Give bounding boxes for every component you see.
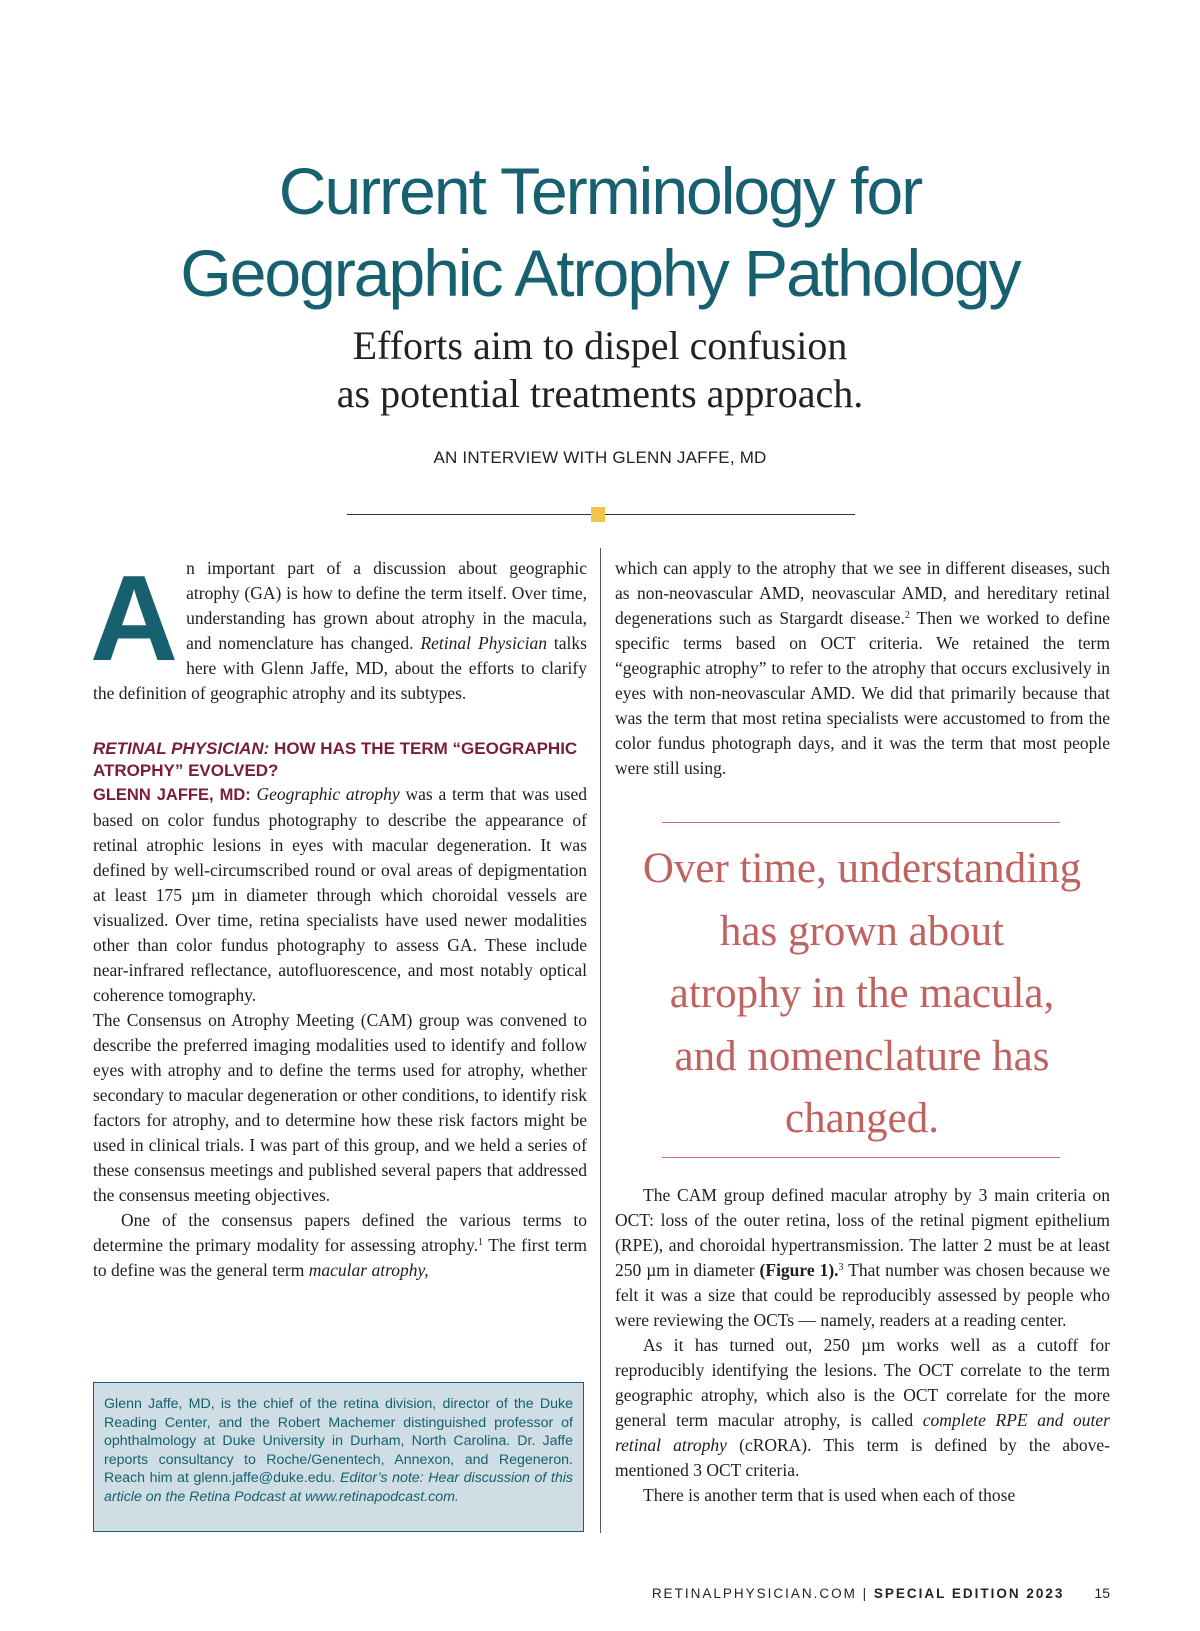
page-footer: RETINALPHYSICIAN.COM | SPECIAL EDITION 2023 15 — [651, 1585, 1110, 1601]
left-column — [90, 550, 587, 1283]
page-number: 15 — [1094, 1585, 1110, 1601]
right-column — [615, 556, 1110, 781]
divider-ornament — [591, 507, 605, 522]
footer-edition: SPECIAL EDITION 2023 — [873, 1586, 1065, 1601]
title-line-2: Geographic Atrophy Pathology — [180, 236, 1020, 310]
subtitle-line-1: Efforts aim to dispel confusion — [352, 323, 848, 368]
publication-name: Retinal Physician — [420, 633, 547, 653]
pullquote-rule-top — [662, 822, 1060, 823]
body-paragraph: which can apply to the atrophy that we see in different diseases, such as non-neovascular AMD, neovascular AMD, and hereditary retinal degenerations such as Stargardt disease.$^2$ Then we worked to define specific terms based on OCT criteria. We retained the term “geographic atrophy” to refer to the atrophy that occurs exclusively in eyes with non-neovascular AMD. We did that primarily because that was the term that most retina specialists were accustomed to from the color fundus photograph days, and it was the term that most people were still using. — [615, 558, 1110, 778]
answer-paragraph: GLENN JAFFE, MD: Geographic atrophy was a term that was used based on color fundus photography to describe the appearance of retinal atrophic lesions in eyes with macular degeneration. It was defined by well-circumscribed round or oval areas of depigmentation at least 175 µm in diameter through which choroidal vessels are visualized. Over time, retina specialists have used newer modalities other than color fundus photography to assess GA. These include near-infrared reflectance, autofluorescence, and most notably optical coherence tomography. — [93, 784, 587, 1005]
pullquote-rule-bottom — [662, 1157, 1060, 1158]
right-column-continued — [615, 1183, 1110, 1508]
article-subtitle — [0, 322, 1200, 418]
speaker-name: GLENN JAFFE, MD: — [93, 786, 251, 804]
body-paragraph: The Consensus on Atrophy Meeting (CAM) group was convened to describe the preferred imaging modalities used to identify and follow eyes with atrophy and to define the terms used for atrophy, whether secondary to macular degeneration or other conditions, to identify risk factors for atrophy, and to determine how these risk factors might be used in clinical trials. I was part of this group, and we held a series of these consensus meetings and published several papers that addressed the consensus meeting objectives. — [93, 1010, 587, 1205]
editor-note: Editor’s note: Hear discussion of this article on the Retina Podcast at www.retinapodcast.com. — [104, 1470, 573, 1505]
title-line-1: Current Terminology for — [278, 154, 922, 228]
author-bio-box — [93, 1382, 584, 1532]
body-paragraph: As it has turned out, 250 µm works well as a cutoff for reproducibly identifying the lesions. The OCT correlate to the term geographic atrophy, which also is the OCT correlate for the more general term macular atrophy, is called complete RPE and outer retinal atrophy (cRORA). This term is defined by the above-mentioned 3 OCT criteria. — [615, 1335, 1110, 1480]
drop-cap: A — [90, 550, 179, 686]
column-rule — [600, 548, 601, 1533]
body-paragraph: One of the consensus papers defined the various terms to determine the primary modality for assessing atrophy.$^1$ The first term to define was the general term macular atrophy, — [93, 1210, 587, 1280]
body-paragraph: There is another term that is used when each of those — [643, 1485, 1016, 1505]
figure-reference: (Figure 1). — [759, 1260, 839, 1280]
article-title — [0, 150, 1200, 314]
body-paragraph: The CAM group defined macular atrophy by 3 main criteria on OCT: loss of the outer retina, loss of the retinal pigment epithelium (RPE), and choroidal hypertransmission. The latter 2 must be at least 250 µm in diameter (Figure 1).$^3$ That number was chosen because we felt it was a size that could be reproducibly assessed by people who were reviewing the OCTs — namely, readers at a reading center. — [615, 1185, 1110, 1330]
byline: AN INTERVIEW WITH GLENN JAFFE, MD — [433, 448, 767, 467]
pull-quote: Over time, understanding has grown about atrophy in the macula, and nomenclature has changed. — [642, 845, 1082, 1142]
interview-question: RETINAL PHYSICIAN: HOW HAS THE TERM “GEOGRAPHIC ATROPHY” EVOLVED? — [93, 739, 578, 780]
footer-site: RETINALPHYSICIAN.COM — [651, 1586, 857, 1601]
subtitle-line-2: as potential treatments approach. — [336, 371, 864, 416]
bio-text: Glenn Jaffe, MD, is the chief of the retina division, director of the Duke Reading Center, and the Robert Machemer distinguished professor of ophthalmology at Duke University in Durham, North Carolina. Dr. Jaffe reports consultancy to Roche/Genentech, Annexon, and Regeneron. Reach him at glenn.jaffe@duke.edu. — [104, 1396, 573, 1486]
intro-paragraph: An important part of a discussion about geographic atrophy (GA) is how to define the term itself. Over time, understanding has grown about atrophy in the macula, and nomenclature has changed. Retinal Physician talks here with Glenn Jaffe, MD, about the efforts to clarify the definition of geographic atrophy and its subtypes. — [90, 550, 587, 703]
